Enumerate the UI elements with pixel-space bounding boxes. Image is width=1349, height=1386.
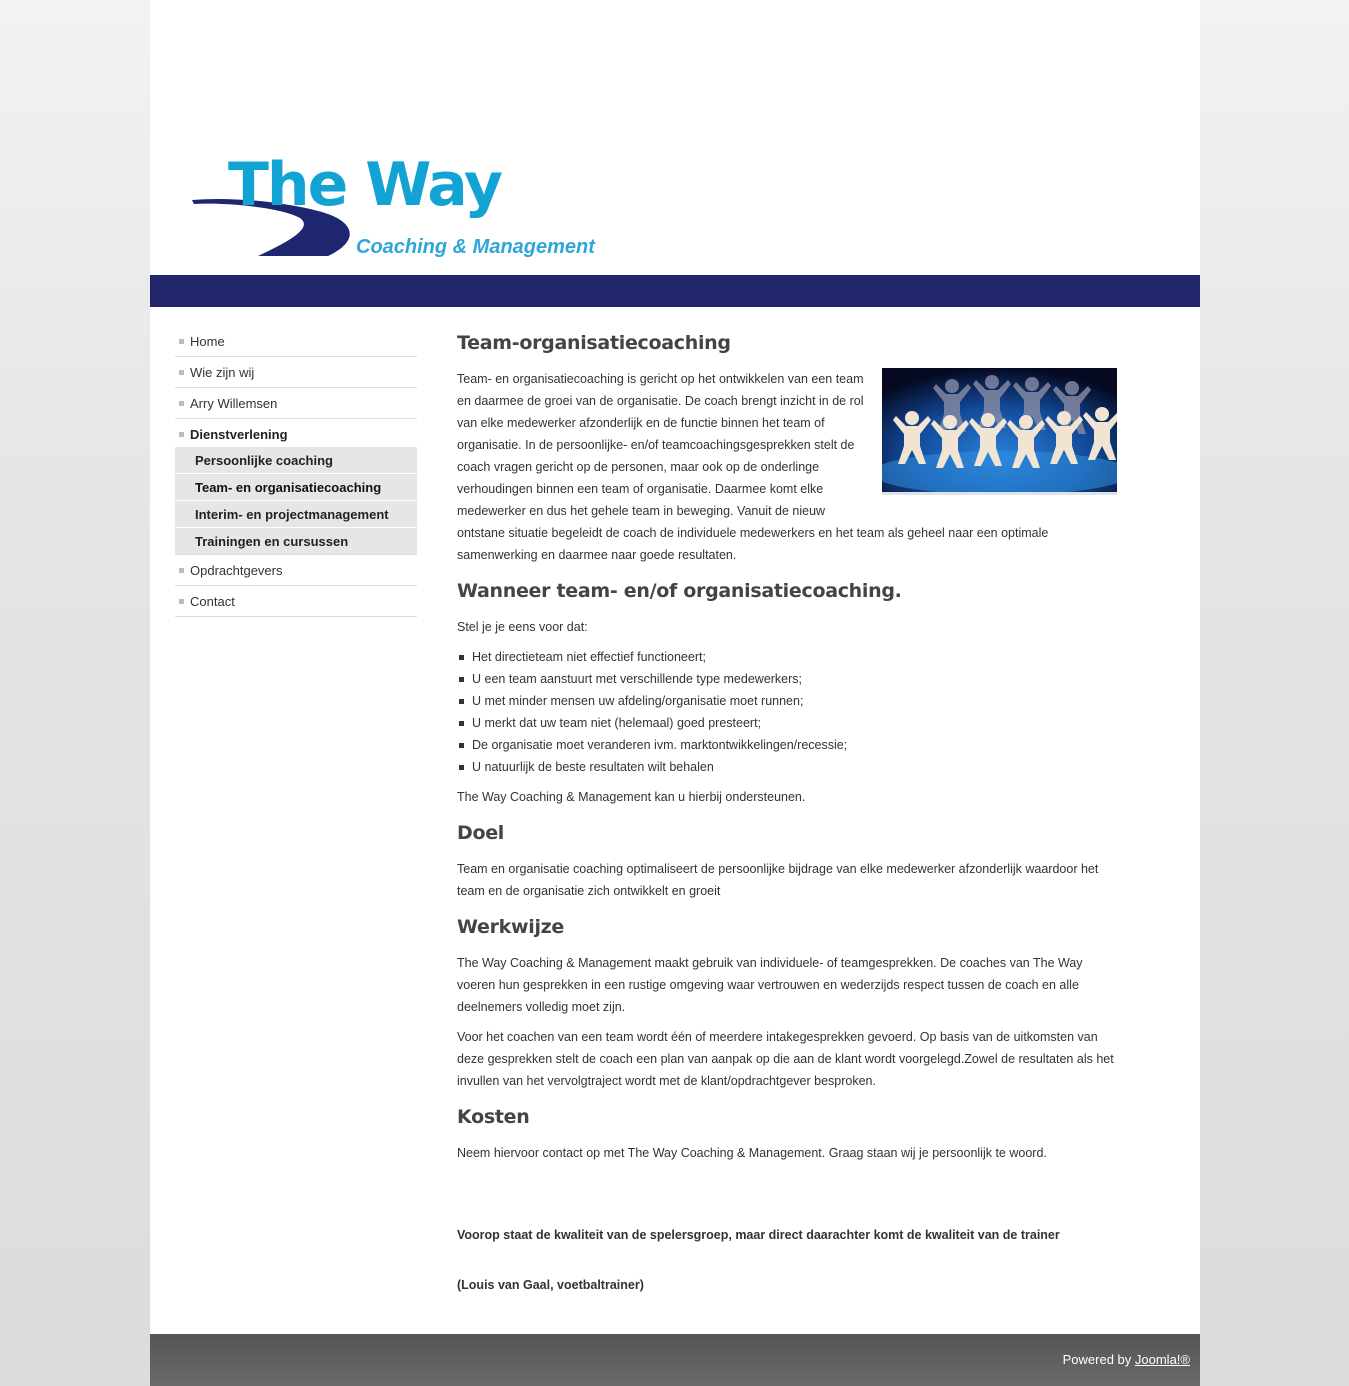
main-content — [457, 326, 1117, 1304]
page-title: Team-organisatiecoaching — [457, 332, 731, 354]
sidebar-item-opdrachtgevers[interactable] — [175, 555, 417, 586]
werkwijze-paragraph-1: The Way Coaching & Management maakt gebruik van individuele- of teamgesprekken. De coaches van The Way voeren hun gesprekken in een rustige omgeving waar vertrouwen en wederzijds respect tussen de coach en alle deelnemers volledig moet zijn. — [457, 956, 1083, 1014]
main-menu — [175, 326, 417, 617]
kosten-paragraph: Neem hiervoor contact op met The Way Coaching & Management. Graag staan wij je persoonlijk te woord. — [457, 1146, 1047, 1160]
bullet-icon — [179, 432, 184, 437]
sidebar-item-label[interactable]: Opdrachtgevers — [190, 563, 283, 578]
werkwijze-paragraph-2: Voor het coachen van een team wordt één of meerdere intakegesprekken gevoerd. Op basis van de uitkomsten van deze gesprekken stelt de coach een plan van aanpak op die aan de klant wordt voorgelegd.Zowel de resultaten als het invullen van het vervolgtraject wordt met de klant/opdrachtgever besproken. — [457, 1030, 1114, 1088]
sidebar-item-home[interactable] — [175, 326, 417, 357]
stel-paragraph: Stel je je eens voor dat: — [457, 620, 588, 634]
submenu-item-persoonlijke-coaching[interactable] — [175, 447, 417, 474]
submenu-item-label[interactable]: Interim- en projectmanagement — [195, 507, 389, 522]
submenu-item-label[interactable]: Persoonlijke coaching — [195, 453, 333, 468]
sidebar-item-label[interactable]: Wie zijn wij — [190, 365, 255, 380]
bullet-icon — [179, 599, 184, 604]
submenu-item-team-organisatiecoaching[interactable] — [175, 474, 417, 501]
submenu-item-label[interactable]: Team- en organisatiecoaching — [195, 480, 382, 495]
footer-powered-by — [1063, 1352, 1190, 1367]
heading-doel: Doel — [457, 822, 505, 844]
bullet-icon — [179, 339, 184, 344]
heading-wanneer: Wanneer team- en/of organisatiecoaching. — [457, 580, 902, 602]
ondersteunen-paragraph: The Way Coaching & Management kan u hierbij ondersteunen. — [457, 790, 806, 804]
sidebar-item-label[interactable]: Arry Willemsen — [190, 396, 278, 411]
quote-text: Voorop staat de kwaliteit van de spelersgroep, maar direct daarachter komt de kwaliteit van de trainer — [457, 1228, 1060, 1242]
top-navbar — [150, 275, 1200, 307]
heading-werkwijze: Werkwijze — [457, 916, 564, 938]
page — [150, 0, 1200, 1386]
logo-title: The Way — [228, 150, 502, 220]
submenu-item-trainingen-cursussen[interactable] — [175, 528, 417, 555]
list-item: De organisatie moet veranderen ivm. marktontwikkelingen/recessie; — [457, 734, 1117, 756]
joomla-link[interactable]: Joomla!® — [1134, 1352, 1190, 1367]
bullet-icon — [179, 568, 184, 573]
list-item: U met minder mensen uw afdeling/organisatie moet runnen; — [457, 690, 1117, 712]
sidebar-item-label[interactable]: Contact — [190, 594, 235, 609]
list-item: U merkt dat uw team niet (helemaal) goed presteert; — [457, 712, 1117, 734]
logo-subtitle: Coaching & Management — [356, 236, 595, 258]
sidebar-menu — [175, 326, 417, 617]
submenu-item-interim-projectmanagement[interactable] — [175, 501, 417, 528]
sidebar-item-arry-willemsen[interactable] — [175, 388, 417, 419]
doel-paragraph: Team en organisatie coaching optimaliseert de persoonlijke bijdrage van elke medewerker afzonderlijk waardoor het team en de organisatie zich ontwikkelt en groeit — [457, 862, 1099, 898]
sidebar-item-label[interactable]: Home — [190, 334, 225, 349]
quote-author: (Louis van Gaal, voetbaltrainer) — [457, 1278, 644, 1292]
submenu-item-label[interactable]: Trainingen en cursussen — [195, 534, 349, 549]
situations-list — [457, 646, 1117, 778]
list-item: U natuurlijk de beste resultaten wilt behalen — [457, 756, 1117, 778]
bullet-icon — [179, 401, 184, 406]
powered-by-label: Powered by — [1062, 1352, 1132, 1367]
sidebar-item-wie-zijn-wij[interactable] — [175, 357, 417, 388]
paper-people-illustration-icon — [882, 368, 1117, 492]
list-item: Het directieteam niet effectief functioneert; — [457, 646, 1117, 668]
site-logo[interactable] — [188, 148, 608, 266]
footer — [150, 1334, 1200, 1386]
intro-paragraph: Team- en organisatiecoaching is gericht op het ontwikkelen van een team en daarmee de groei van de organisatie. De coach brengt inzicht in de rol van elke medewerker afzonderlijk en de functie binnen het team of organisatie. In de persoonlijke- en/of teamcoachingsgesprekken stelt de coach vragen gericht op de personen, maar ook op de onderlinge verhoudingen binnen een team of organisatie. Daarmee komt elke medewerker en dus het gehele team in beweging. Vanuit de nieuw ontstane situatie begeleidt de coach de individuele medewerkers en het team als geheel naar een optimale samenwerking en daarmee naar goede resultaten. — [457, 372, 1049, 562]
sidebar-item-label[interactable]: Dienstverlening — [190, 427, 288, 442]
bullet-icon — [179, 370, 184, 375]
sidebar-item-contact[interactable] — [175, 586, 417, 617]
list-item: U een team aanstuurt met verschillende type medewerkers; — [457, 668, 1117, 690]
sidebar-item-dienstverlening[interactable] — [175, 419, 417, 555]
heading-kosten: Kosten — [457, 1106, 530, 1128]
paper-people-image — [882, 368, 1117, 495]
submenu-dienstverlening — [175, 447, 417, 555]
